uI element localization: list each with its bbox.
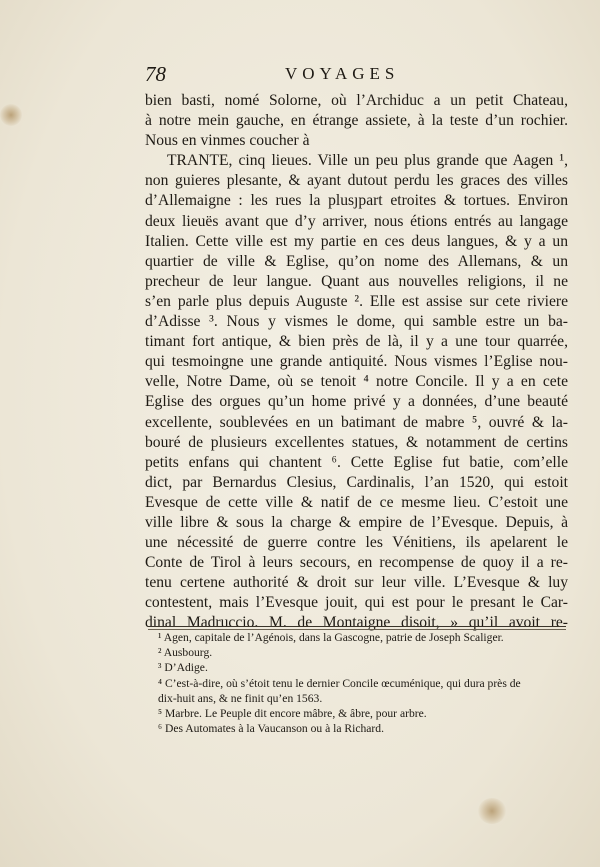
footnotes (158, 630, 566, 736)
body-line: quartier de ville & Eglise, qu’on nome des Allemans, & un (145, 252, 568, 270)
body-line: Evesque de cette ville & natif de ce mesme lieu. C’estoit une (145, 493, 568, 511)
body-line: precheur de leur langue. Quant aus nouvelles religions, il ne (145, 272, 568, 290)
body-line: Conte de Tirol à leurs secours, en recompense de quoy il a re- (145, 554, 568, 572)
page-number: 78 (145, 62, 166, 86)
body-line: ville libre & sous la charge & empire de l’Evesque. Depuis, à (145, 513, 568, 531)
body-line: TRANTE, cinq lieues. Ville un peu plus grande que Aagen ¹, (167, 152, 568, 170)
body-line: à notre mein gauche, en étrange assiete, à la teste d’un rochier. (145, 112, 568, 130)
footnote: ⁶ Des Automates à la Vaucanson ou à la Richard. (158, 722, 384, 736)
footnote-rule (148, 626, 566, 627)
body-line: Italien. Cette ville est my partie en ces deus langues, & y a un (145, 232, 568, 250)
body-line: une nécessité de guerre contre les Vénitiens, ils apelarent le (145, 534, 568, 552)
body-line: excellente, soublevées en un batimant de mabre ⁵, ouvré & la- (145, 413, 568, 431)
body-text (145, 91, 568, 634)
body-line: bouré de plusieurs excellentes statues, & notamment de certins (145, 433, 568, 451)
body-line: dinal Madruccio. M. de Montaigne disoit, » qu’il avoit re- (145, 614, 568, 632)
body-line: timant fort antique, & bien près de là, il y a une tour quarrée, (145, 333, 568, 351)
foxing-stain-bottom-right (478, 798, 506, 824)
body-line: tenu certene authorité & droit sur leur ville. L’Evesque & luy (145, 574, 568, 592)
foxing-stain-left (0, 104, 22, 126)
body-line: qui tesmoingne une grande antiquité. Nous vismes l’Eglise nou- (145, 353, 568, 371)
footnote-continuation: dix-huit ans, & ne finit qu’en 1563. (158, 691, 323, 705)
body-line: s’en parle plus depuis Auguste ². Elle est assise sur cete riviere (145, 292, 568, 310)
body-line: petits enfans qui chantent ⁶. Cette Eglise fut batie, com’elle (145, 453, 568, 471)
footnote: ¹ Agen, capitale de l’Agénois, dans la Gascogne, patrie de Joseph Scaliger. (158, 631, 504, 644)
body-line: velle, Notre Dame, où se tenoit ⁴ notre Concile. Il y a en cete (145, 373, 568, 391)
body-line: Nous en vinmes coucher à (145, 132, 310, 150)
body-line: d’Adisse ³. Nous y vismes le dome, qui samble estre un ba- (145, 313, 568, 331)
running-head: VOYAGES (285, 64, 400, 83)
body-line: bien basti, nomé Solorne, où l’Archiduc a un petit Chateau, (145, 92, 568, 109)
footnote: ³ D’Adige. (158, 661, 208, 675)
body-line: contestent, mais l’Evesque jouit, qui est pour le presant le Car- (145, 594, 568, 612)
page-header (145, 62, 440, 90)
body-line: deux lieuës avant que d’y arriver, nous étions entrés au langage (145, 212, 568, 230)
body-line: non guieres plesante, & ayant dutout perdu les graces des villes (145, 172, 568, 190)
footnote: ⁵ Marbre. Le Peuple dit encore mâbre, & âbre, pour arbre. (158, 707, 427, 721)
body-line: d’Allemaigne : les rues la plusȷpart etroites & tortues. Environ (145, 192, 568, 210)
body-line: dict, par Bernardus Clesius, Cardinalis, l’an 1520, qui estoit (145, 473, 568, 491)
footnote: ² Ausbourg. (158, 646, 213, 660)
body-line: Eglise des orgues qu’un home privé y a données, d’une beauté (145, 393, 568, 411)
footnote: ⁴ C’est-à-dire, où s’étoit tenu le dernier Concile œcuménique, qui dura près de (158, 676, 521, 690)
